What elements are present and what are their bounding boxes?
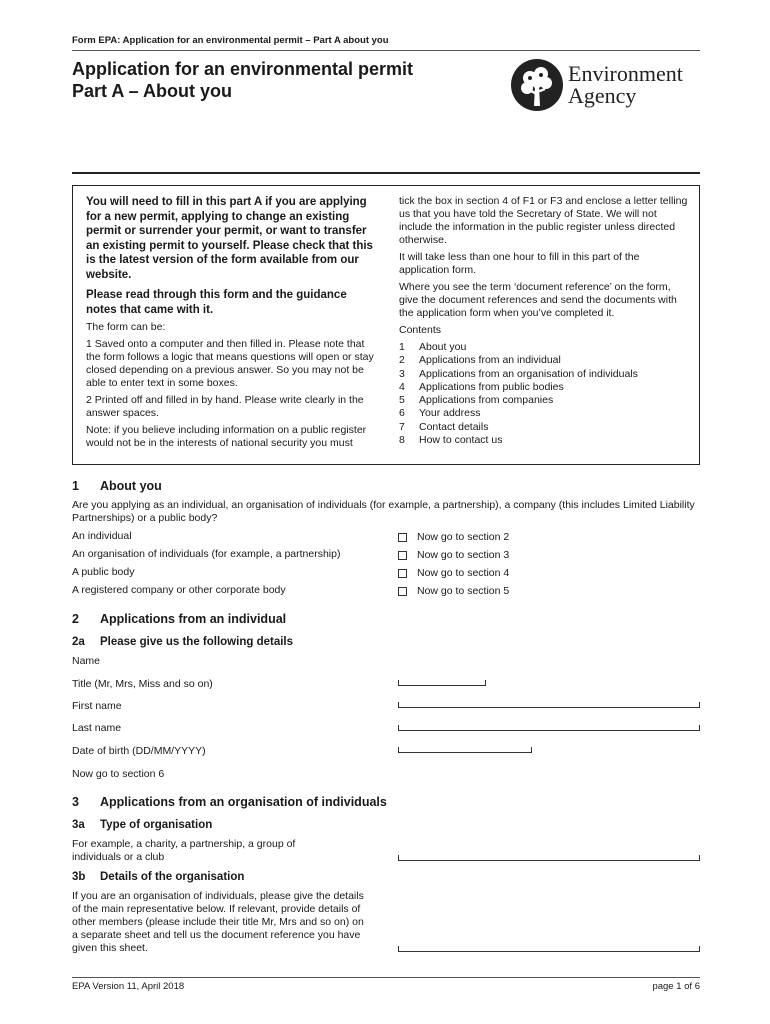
section-2-goto: Now go to section 6 <box>72 768 165 780</box>
contents-heading: Contents <box>399 324 442 336</box>
first-name-field[interactable] <box>398 702 700 708</box>
section-1-question: Are you applying as an individual, an organisation of individuals (for example, a partnership), a company (this includes Limited Liability Partnerships) or a public body? <box>72 499 695 524</box>
intro-read-guidance: Please read through this form and the guidance notes that came with it. <box>86 289 347 316</box>
list-item: 1 About you <box>399 341 467 353</box>
name-label: Name <box>72 655 101 667</box>
checkbox-row-public-body: Now go to section 4 <box>398 567 509 579</box>
intro-bold-paragraph: You will need to fill in this part A if you are applying for a new permit, applying to change an existing permit or surrender your permit, or want to transfer an existing permit to yourself. Please check that this is the latest version of the form available from our website. <box>86 196 373 281</box>
title-field-label: Title (Mr, Mrs, Miss and so on) <box>72 678 213 690</box>
list-item: 6 Your address <box>399 407 481 420</box>
contents-list <box>399 341 691 447</box>
intro-option-2: 2 Printed off and filled in by hand. Please write clearly in the answer spaces. <box>86 394 364 419</box>
page-title-line2: Part A – About you <box>72 81 233 101</box>
intro-right-1: tick the box in section 4 of F1 or F3 and enclose a letter telling us that you have told the Secretary of State. We will not include the information in the public register unless directed otherwise. <box>399 195 688 246</box>
section-1-heading: 1 About you <box>72 479 162 493</box>
section-3b-text: If you are an organisation of individuals, please give the details of the main representative below. If relevant, provide details of other members (please include their title Mr, Mrs and so on) on a separate sheet and tell us the document reference you have given this sheet. <box>72 890 364 954</box>
list-item: 5 Applications from companies <box>399 394 554 407</box>
option-label-organisation: An organisation of individuals (for example, a partnership) <box>72 548 341 560</box>
first-name-label: First name <box>72 700 122 712</box>
section-3a-text: For example, a charity, a partnership, a group of individuals or a club <box>72 838 296 863</box>
checkbox-public-body[interactable] <box>398 569 407 578</box>
intro-option-1: 1 Saved onto a computer and then filled in. Please note that the form follows a logic that means questions will open or stay closed depending on a previous answer. So you may not be able to enter text in some boxes. <box>86 338 374 389</box>
list-item: 3 Applications from an organisation of individuals <box>399 367 638 380</box>
list-item: 2 Applications from an individual <box>399 354 561 367</box>
checkbox-row-individual: Now go to section 2 <box>398 531 509 543</box>
last-name-label: Last name <box>72 722 122 734</box>
environment-agency-logo <box>510 56 705 114</box>
intro-note: Note: if you believe including information on a public register would not be in the interests of national security you must <box>86 424 367 449</box>
footer-version: EPA Version 11, April 2018 <box>72 981 185 992</box>
checkbox-organisation[interactable] <box>398 551 407 560</box>
tree-logo-icon <box>510 58 564 112</box>
option-label-company: A registered company or other corporate body <box>72 584 286 596</box>
section-3a-heading: 3a Type of organisation <box>72 819 213 831</box>
page-title <box>72 58 413 102</box>
intro-left-column <box>86 195 376 454</box>
checkbox-company[interactable] <box>398 587 407 596</box>
intro-can-be: The form can be: <box>86 321 166 333</box>
option-label-individual: An individual <box>72 530 132 542</box>
top-divider <box>72 50 700 51</box>
dob-label: Date of birth (DD/MM/YYYY) <box>72 745 206 757</box>
section-2-heading: 2 Applications from an individual <box>72 612 287 626</box>
section-3-heading: 3 Applications from an organisation of individuals <box>72 795 387 809</box>
document-reference-field[interactable] <box>398 946 700 952</box>
form-title: Form EPA: Application for an environmental permit – Part A about you <box>72 35 389 46</box>
checkbox-row-organisation: Now go to section 3 <box>398 549 509 561</box>
dob-field[interactable] <box>398 747 532 753</box>
intro-right-3: Where you see the term ‘document reference’ on the form, give the document references and send the documents with the application form when you’ve completed it. <box>399 281 677 319</box>
list-item: 8 How to contact us <box>399 434 503 447</box>
intro-box <box>72 185 700 465</box>
checkbox-individual[interactable] <box>398 533 407 542</box>
section-3b-heading: 3b Details of the organisation <box>72 871 245 883</box>
list-item: 4 Applications from public bodies <box>399 380 564 393</box>
intro-right-2: It will take less than one hour to fill in this part of the application form. <box>399 251 640 276</box>
section-2a-heading: 2a Please give us the following details <box>72 636 293 648</box>
last-name-field[interactable] <box>398 725 700 731</box>
footer-page-number: page 1 of 6 <box>652 981 700 992</box>
checkbox-row-company: Now go to section 5 <box>398 585 509 597</box>
organisation-type-field[interactable] <box>398 855 700 861</box>
logo-wordmark: Environment Agency <box>568 61 683 108</box>
option-label-public-body: A public body <box>72 566 135 578</box>
intro-right-column <box>399 195 691 447</box>
page-title-line1: Application for an environmental permit <box>72 59 414 79</box>
footer-divider <box>72 977 700 978</box>
title-field[interactable] <box>398 680 486 686</box>
list-item: 7 Contact details <box>399 420 489 433</box>
header-divider <box>72 172 700 174</box>
